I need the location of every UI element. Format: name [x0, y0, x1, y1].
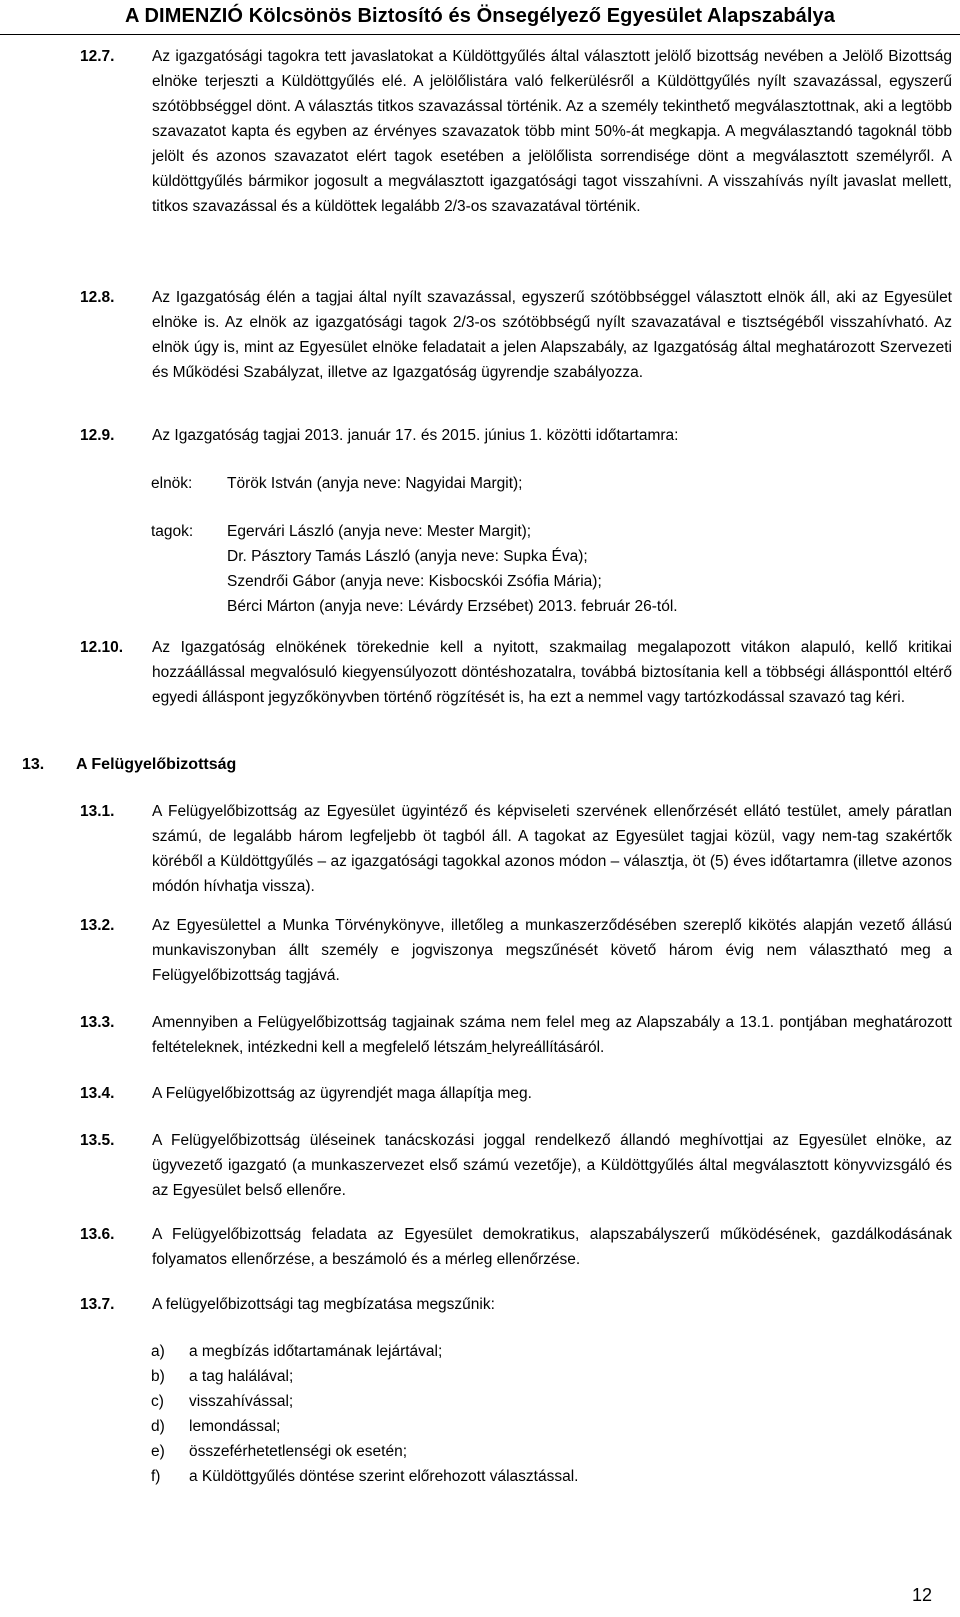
list-item-label: b): [151, 1368, 165, 1385]
paragraph-text: Az Igazgatóság elnökének törekednie kell a nyitott, szakmailag megalapozott vitákon alapuló, kellő kritikai hozzáállással megvalósuló kiegyensúlyozott döntéshozatalra, továbbá biztosítania kell a többségi állásponttól eltérő egyedi álláspont jegyzőkönyvben történő rögzítését is, ha ezt a nemmel vagy tartózkodással szavazó tag kéri.: [152, 639, 952, 706]
list-item-label: a): [151, 1343, 165, 1360]
list-item-text: a megbízás időtartamának lejártával;: [189, 1343, 443, 1360]
paragraph-number: 13.2.: [80, 917, 115, 934]
paragraph-number: 13.1.: [80, 803, 115, 820]
paragraph-text: Az Igazgatóság tagjai 2013. január 17. és 2015. június 1. közötti időtartamra:: [152, 427, 679, 444]
paragraph-13-7: [80, 1292, 960, 1317]
paragraph-number: 13.7.: [80, 1296, 115, 1313]
paragraph-number: 13.4.: [80, 1085, 115, 1102]
list-item-text: visszahívással;: [189, 1393, 294, 1410]
list-item: [151, 1464, 578, 1489]
page-number: 12: [911, 1585, 932, 1605]
paragraph-13-6: [80, 1222, 960, 1272]
termination-list: [151, 1339, 578, 1489]
list-item: [151, 1439, 578, 1464]
paragraph-text: Az igazgatósági tagokra tett javaslatokat a Küldöttgyűlés által választott jelölő bizottság nevében a Jelölő Bizottság elnöke terjeszti a Küldöttgyűlés elé. A jelölőlistára való felkerülésről a Küldöttgyűlés nyílt szavazással, egyszerű szótöbbséggel dönt. A választás titkos szavazással történik. Az a személy tekinthető megválasztottnak, aki a legtöbb szavazatot kapta és egyben az érvényes szavazatok több mint 50%-át megkapja. A megválasztandó tagoknál több jelölt és azonos szavazatot elért tagok esetében a jelölőlista sorrendisége dönt a megválasztott személyről. A küldöttgyűlés bármikor jogosult a megválasztott igazgatósági tagot visszahívni. A visszahívás nyílt javaslat mellett, titkos szavazással és a küldöttek legalább 2/3-os szavazatával történik.: [152, 48, 952, 215]
paragraph-text: Az Igazgatóság élén a tagjai által nyílt szavazással, egyszerű szótöbbséggel választott elnök áll, aki az Egyesület elnöke is. Az elnök az igazgatósági tagok 2/3-os szótöbbségű nyílt szavazatával e tisztségéből visszahívható. Az elnök úgy is, mint az Egyesület elnöke feladatait a jelen Alapszabály, az Igazgatóság által meghatározott Szervezeti és Működési Szabályzat, illetve az Igazgatóság ügyrendje szabályozza.: [152, 289, 952, 381]
paragraph-number: 13.5.: [80, 1132, 115, 1149]
paragraph-number: 13.6.: [80, 1226, 115, 1243]
paragraph-text: Az Egyesülettel a Munka Törvénykönyve, illetőleg a munkaszerződésében szereplő kikötés alapján vezető állású munkaviszonyban állt személy e jogviszonya megszűnését követő három évig nem választható meg a Felügyelőbizottság tagjává.: [152, 917, 952, 984]
document-title: A DIMENZIÓ Kölcsönös Biztosító és Önsegélyező Egyesület Alapszabálya: [125, 5, 835, 27]
paragraph-13-2: [80, 913, 960, 988]
paragraph-13-3: [80, 1010, 960, 1060]
list-item-text: lemondással;: [189, 1418, 281, 1435]
paragraph-12-10: [80, 635, 960, 710]
section-number: 13.: [22, 756, 45, 773]
section-heading-13: [22, 752, 236, 777]
paragraph-number: 12.10.: [80, 639, 124, 656]
list-item-text: a Küldöttgyűlés döntése szerint előrehozott választással.: [189, 1468, 579, 1485]
paragraph-12-8: [80, 285, 960, 385]
paragraph-text-part: Amennyiben a Felügyelőbizottság tagjainak száma nem felel meg az Alapszabály a 13.1. pontjában meghatározott feltételeknek, intézkedni kell a megfelelő létszám: [152, 1014, 952, 1056]
list-item: [151, 1414, 578, 1439]
paragraph-13-5: [80, 1128, 960, 1203]
chair-label: elnök:: [151, 475, 193, 492]
list-item: [151, 1389, 578, 1414]
paragraph-text: A Felügyelőbizottság üléseinek tanácskozási joggal rendelkező állandó meghívottjai az Egyesület elnöke, az ügyvezető igazgató (a munkaszervezet első számú vezetője), a Küldöttgyűlés által megválasztott könyvvizsgáló és az Egyesület belső ellenőre.: [152, 1132, 952, 1199]
paragraph-12-7: [80, 44, 960, 219]
paragraph-13-4: [80, 1081, 960, 1106]
paragraph-text: A Felügyelőbizottság feladata az Egyesület demokratikus, alapszabályszerű működésének, gazdálkodásának folyamatos ellenőrzése, a beszámoló és a mérleg ellenőrzése.: [152, 1226, 952, 1268]
list-item-label: d): [151, 1418, 165, 1435]
list-item: [151, 1364, 578, 1389]
paragraph-text: A Felügyelőbizottság az Egyesület ügyintéző és képviseleti szervének ellenőrzését ellátó testület, amely páratlan számú, de legalább három legfeljebb öt tagból áll. A tagokat az Egyesület tagjai közül, vagy nem-tag szakértők köréből a Küldöttgyűlés – az igazgatósági tagokkal azonos módon – választja, öt (5) éves időtartamra (illetve azonos módón hívhatja vissza).: [152, 803, 952, 895]
paragraph-text: A Felügyelőbizottság az ügyrendjét maga állapítja meg.: [152, 1085, 532, 1102]
member-name: Egervári László (anyja neve: Mester Margit);: [227, 523, 532, 540]
list-item-label: c): [151, 1393, 164, 1410]
paragraph-text: [152, 1010, 952, 1060]
member-name: Szendrői Gábor (anyja neve: Kisbocskói Zsófia Mária);: [227, 573, 602, 590]
page-header: [0, 0, 960, 35]
member-name: Bérci Márton (anyja neve: Lévárdy Erzsébet) 2013. február 26-tól.: [227, 598, 678, 615]
section-title: A Felügyelőbizottság: [76, 756, 237, 773]
board-chair-row: [151, 471, 522, 496]
paragraph-number: 13.3.: [80, 1014, 115, 1031]
paragraph-text-part: helyreállításáról.: [491, 1039, 605, 1056]
list-item-label: f): [151, 1468, 161, 1485]
paragraph-12-9: [80, 423, 960, 448]
paragraph-13-1: [80, 799, 960, 899]
paragraph-number: 12.8.: [80, 289, 115, 306]
board-members-row: [151, 519, 678, 619]
member-name: Dr. Pásztory Tamás László (anyja neve: Supka Éva);: [227, 548, 588, 565]
members-label: tagok:: [151, 523, 194, 540]
chair-name: Török István (anyja neve: Nagyidai Margit);: [227, 475, 523, 492]
list-item-text: a tag halálával;: [189, 1368, 294, 1385]
paragraph-number: 12.7.: [80, 48, 115, 65]
paragraph-number: 12.9.: [80, 427, 115, 444]
paragraph-text: A felügyelőbizottsági tag megbízatása megszűnik:: [152, 1296, 495, 1313]
list-item-label: e): [151, 1443, 165, 1460]
list-item: [151, 1339, 578, 1364]
list-item-text: összeférhetetlenségi ok esetén;: [189, 1443, 407, 1460]
